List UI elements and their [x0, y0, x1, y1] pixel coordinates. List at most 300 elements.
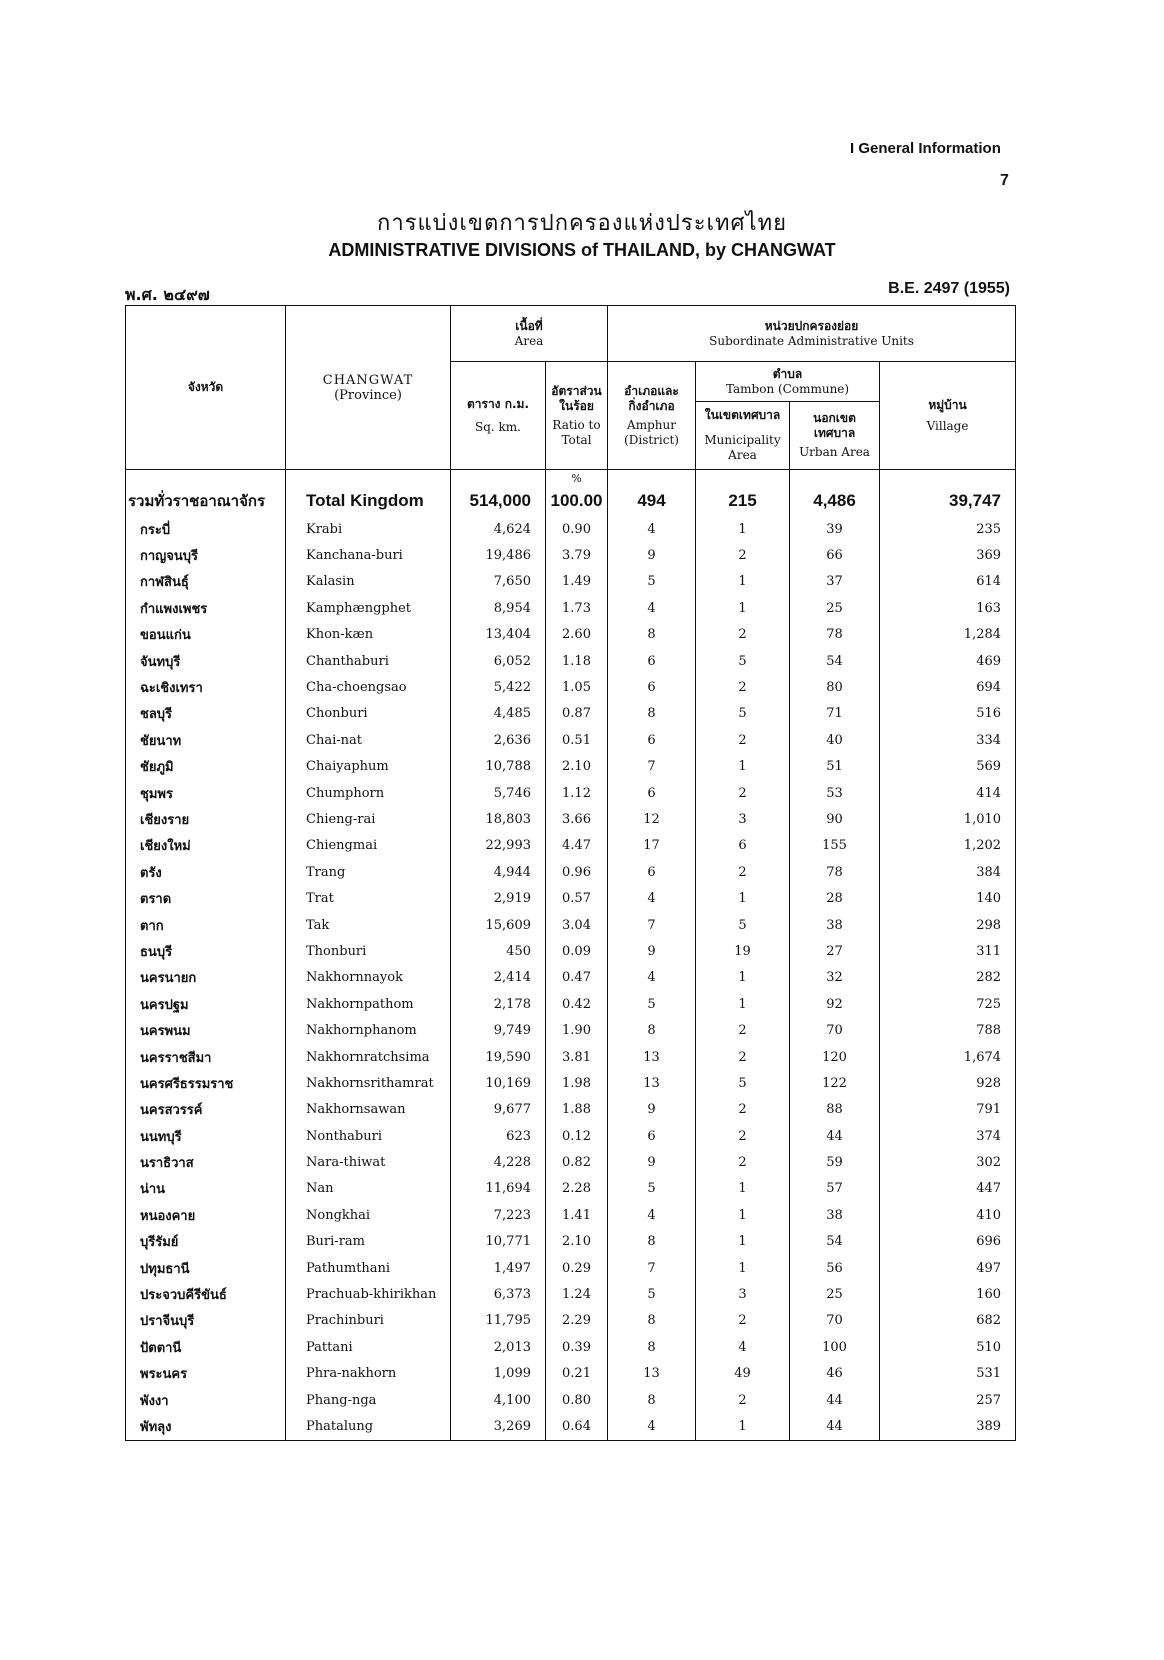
amphur-count: 7	[608, 912, 696, 938]
municipality-count: 2	[696, 1044, 790, 1070]
area-sqkm: 4,944	[451, 859, 546, 885]
amphur-count: 5	[608, 991, 696, 1017]
municipality-count: 1	[696, 1255, 790, 1281]
area-ratio: 3.81	[546, 1044, 608, 1070]
table-row	[126, 701, 1016, 727]
area-ratio: 0.42	[546, 991, 608, 1017]
area-ratio: 1.05	[546, 674, 608, 700]
header-changwat-thai: จังหวัด	[126, 306, 286, 470]
province-thai: กระบี่	[126, 516, 286, 542]
area-ratio: 2.28	[546, 1176, 608, 1202]
area-ratio: 1.24	[546, 1281, 608, 1307]
area-ratio: 2.29	[546, 1308, 608, 1334]
urban-count: 44	[790, 1123, 880, 1149]
area-ratio: 0.57	[546, 885, 608, 911]
amphur-count: 6	[608, 859, 696, 885]
municipality-count: 6	[696, 833, 790, 859]
amphur-count: 8	[608, 1229, 696, 1255]
area-sqkm: 1,497	[451, 1255, 546, 1281]
amphur-count: 6	[608, 1123, 696, 1149]
province-en: Chanthaburi	[286, 648, 451, 674]
urban-count: 92	[790, 991, 880, 1017]
province-thai: กาฬสินธุ์	[126, 569, 286, 595]
province-en: Nakhornnayok	[286, 965, 451, 991]
province-thai: พัทลุง	[126, 1413, 286, 1440]
urban-count: 66	[790, 542, 880, 568]
urban-count: 122	[790, 1070, 880, 1096]
area-ratio: 0.87	[546, 701, 608, 727]
municipality-count: 2	[696, 1017, 790, 1043]
table-row	[126, 648, 1016, 674]
urban-count: 80	[790, 674, 880, 700]
total-ratio: 100.00	[546, 486, 608, 516]
province-thai: ปัตตานี	[126, 1334, 286, 1360]
village-count: 682	[880, 1308, 1016, 1334]
unit-row	[126, 470, 1016, 487]
table-row	[126, 806, 1016, 832]
province-en: Trat	[286, 885, 451, 911]
urban-count: 54	[790, 1229, 880, 1255]
area-sqkm: 19,590	[451, 1044, 546, 1070]
village-count: 298	[880, 912, 1016, 938]
area-ratio: 0.21	[546, 1361, 608, 1387]
province-thai: เชียงราย	[126, 806, 286, 832]
table-row	[126, 1123, 1016, 1149]
amphur-count: 13	[608, 1070, 696, 1096]
amphur-count: 4	[608, 965, 696, 991]
area-sqkm: 2,178	[451, 991, 546, 1017]
amphur-count: 4	[608, 1413, 696, 1440]
province-thai: พระนคร	[126, 1361, 286, 1387]
area-sqkm: 4,624	[451, 516, 546, 542]
table-row	[126, 595, 1016, 621]
header-tambon: ตำบล Tambon (Commune)	[696, 362, 880, 402]
table-row	[126, 1361, 1016, 1387]
municipality-count: 5	[696, 701, 790, 727]
municipality-count: 1	[696, 965, 790, 991]
total-thai: รวมทั่วราชอาณาจักร	[126, 486, 286, 516]
village-count: 1,010	[880, 806, 1016, 832]
table-row	[126, 674, 1016, 700]
urban-count: 25	[790, 1281, 880, 1307]
amphur-count: 8	[608, 701, 696, 727]
area-sqkm: 9,749	[451, 1017, 546, 1043]
header-area: เนื้อที่ Area	[451, 306, 608, 362]
province-thai: หนองคาย	[126, 1202, 286, 1228]
village-count: 725	[880, 991, 1016, 1017]
area-sqkm: 450	[451, 938, 546, 964]
amphur-count: 8	[608, 1334, 696, 1360]
header-urban: นอกเขต เทศบาล Urban Area	[790, 402, 880, 470]
village-count: 384	[880, 859, 1016, 885]
province-en: Nongkhai	[286, 1202, 451, 1228]
urban-count: 100	[790, 1334, 880, 1360]
table-row	[126, 833, 1016, 859]
province-en: Pathumthani	[286, 1255, 451, 1281]
municipality-count: 19	[696, 938, 790, 964]
province-thai: ชัยภูมิ	[126, 754, 286, 780]
area-sqkm: 4,228	[451, 1149, 546, 1175]
province-thai: นราธิวาส	[126, 1149, 286, 1175]
table-row	[126, 1017, 1016, 1043]
province-en: Phatalung	[286, 1413, 451, 1440]
urban-count: 37	[790, 569, 880, 595]
table-row	[126, 938, 1016, 964]
area-sqkm: 3,269	[451, 1413, 546, 1440]
area-sqkm: 22,993	[451, 833, 546, 859]
area-sqkm: 9,677	[451, 1097, 546, 1123]
municipality-count: 1	[696, 1176, 790, 1202]
municipality-count: 2	[696, 780, 790, 806]
area-ratio: 1.12	[546, 780, 608, 806]
municipality-count: 2	[696, 1387, 790, 1413]
area-sqkm: 10,771	[451, 1229, 546, 1255]
urban-count: 54	[790, 648, 880, 674]
province-thai: เชียงใหม่	[126, 833, 286, 859]
village-count: 302	[880, 1149, 1016, 1175]
urban-count: 56	[790, 1255, 880, 1281]
province-en: Nakhornphanom	[286, 1017, 451, 1043]
table-row	[126, 754, 1016, 780]
village-count: 282	[880, 965, 1016, 991]
amphur-count: 6	[608, 727, 696, 753]
village-count: 257	[880, 1387, 1016, 1413]
municipality-count: 2	[696, 727, 790, 753]
amphur-count: 6	[608, 780, 696, 806]
urban-count: 25	[790, 595, 880, 621]
province-en: Nakhornsrithamrat	[286, 1070, 451, 1096]
table-row	[126, 1229, 1016, 1255]
percent-unit: %	[546, 470, 608, 487]
municipality-count: 1	[696, 754, 790, 780]
urban-count: 44	[790, 1387, 880, 1413]
urban-count: 39	[790, 516, 880, 542]
province-thai: นครนายก	[126, 965, 286, 991]
municipality-count: 1	[696, 516, 790, 542]
area-sqkm: 11,795	[451, 1308, 546, 1334]
area-ratio: 2.10	[546, 754, 608, 780]
province-en: Chai-nat	[286, 727, 451, 753]
municipality-count: 1	[696, 569, 790, 595]
urban-count: 46	[790, 1361, 880, 1387]
area-sqkm: 19,486	[451, 542, 546, 568]
province-en: Krabi	[286, 516, 451, 542]
amphur-count: 13	[608, 1361, 696, 1387]
province-thai: นครปฐม	[126, 991, 286, 1017]
village-count: 694	[880, 674, 1016, 700]
province-en: Kalasin	[286, 569, 451, 595]
table-row	[126, 1070, 1016, 1096]
area-ratio: 0.90	[546, 516, 608, 542]
table-row	[126, 727, 1016, 753]
area-ratio: 2.60	[546, 622, 608, 648]
amphur-count: 4	[608, 516, 696, 542]
municipality-count: 1	[696, 1229, 790, 1255]
area-ratio: 0.29	[546, 1255, 608, 1281]
area-sqkm: 2,636	[451, 727, 546, 753]
area-sqkm: 2,919	[451, 885, 546, 911]
province-en: Khon-kæn	[286, 622, 451, 648]
header-village: หมู่บ้าน Village	[880, 362, 1016, 470]
province-thai: ชุมพร	[126, 780, 286, 806]
village-count: 1,674	[880, 1044, 1016, 1070]
table-row	[126, 859, 1016, 885]
village-count: 791	[880, 1097, 1016, 1123]
municipality-count: 1	[696, 595, 790, 621]
area-ratio: 1.18	[546, 648, 608, 674]
area-sqkm: 5,422	[451, 674, 546, 700]
province-en: Nara-thiwat	[286, 1149, 451, 1175]
amphur-count: 8	[608, 1387, 696, 1413]
municipality-count: 5	[696, 648, 790, 674]
province-en: Pattani	[286, 1334, 451, 1360]
page-number: 7	[1000, 172, 1009, 189]
amphur-count: 9	[608, 1097, 696, 1123]
municipality-count: 2	[696, 674, 790, 700]
province-thai: นนทบุรี	[126, 1123, 286, 1149]
province-en: Nakhornpathom	[286, 991, 451, 1017]
province-thai: กำแพงเพชร	[126, 595, 286, 621]
village-count: 311	[880, 938, 1016, 964]
province-thai: ปราจีนบุรี	[126, 1308, 286, 1334]
province-thai: น่าน	[126, 1176, 286, 1202]
province-thai: ฉะเชิงเทรา	[126, 674, 286, 700]
province-en: Phra-nakhorn	[286, 1361, 451, 1387]
header-subordinate-units: หน่วยปกครองย่อย Subordinate Administrative Units	[608, 306, 1016, 362]
urban-count: 59	[790, 1149, 880, 1175]
village-count: 1,202	[880, 833, 1016, 859]
area-ratio: 1.98	[546, 1070, 608, 1096]
province-en: Chiengmai	[286, 833, 451, 859]
province-en: Nakhornsawan	[286, 1097, 451, 1123]
area-sqkm: 6,052	[451, 648, 546, 674]
village-count: 447	[880, 1176, 1016, 1202]
province-thai: ตาก	[126, 912, 286, 938]
header-amphur: อำเภอและ กิ่งอำเภอ Amphur (District)	[608, 362, 696, 470]
amphur-count: 12	[608, 806, 696, 832]
urban-count: 155	[790, 833, 880, 859]
table-row	[126, 885, 1016, 911]
year-english: B.E. 2497 (1955)	[888, 280, 1010, 297]
village-count: 410	[880, 1202, 1016, 1228]
urban-count: 57	[790, 1176, 880, 1202]
table-row	[126, 1413, 1016, 1440]
total-municipality: 215	[696, 486, 790, 516]
municipality-count: 1	[696, 885, 790, 911]
province-thai: ขอนแก่น	[126, 622, 286, 648]
table-row	[126, 1149, 1016, 1175]
area-sqkm: 2,414	[451, 965, 546, 991]
table-row	[126, 991, 1016, 1017]
village-count: 497	[880, 1255, 1016, 1281]
divisions-table	[125, 305, 1016, 1441]
urban-count: 51	[790, 754, 880, 780]
province-thai: ปทุมธานี	[126, 1255, 286, 1281]
area-ratio: 2.10	[546, 1229, 608, 1255]
province-en: Kamphængphet	[286, 595, 451, 621]
urban-count: 40	[790, 727, 880, 753]
area-ratio: 0.96	[546, 859, 608, 885]
total-urban: 4,486	[790, 486, 880, 516]
area-sqkm: 10,788	[451, 754, 546, 780]
province-thai: บุรีรัมย์	[126, 1229, 286, 1255]
table-row	[126, 569, 1016, 595]
amphur-count: 7	[608, 1255, 696, 1281]
total-en: Total Kingdom	[286, 486, 451, 516]
village-count: 569	[880, 754, 1016, 780]
amphur-count: 5	[608, 569, 696, 595]
village-count: 160	[880, 1281, 1016, 1307]
amphur-count: 4	[608, 885, 696, 911]
table-row	[126, 1097, 1016, 1123]
province-thai: ตราด	[126, 885, 286, 911]
province-en: Chonburi	[286, 701, 451, 727]
province-en: Chumphorn	[286, 780, 451, 806]
amphur-count: 6	[608, 674, 696, 700]
area-sqkm: 4,100	[451, 1387, 546, 1413]
area-ratio: 3.04	[546, 912, 608, 938]
province-en: Chaiyaphum	[286, 754, 451, 780]
village-count: 510	[880, 1334, 1016, 1360]
urban-count: 90	[790, 806, 880, 832]
table-row	[126, 1387, 1016, 1413]
table-row	[126, 516, 1016, 542]
province-thai: ตรัง	[126, 859, 286, 885]
amphur-count: 13	[608, 1044, 696, 1070]
area-sqkm: 5,746	[451, 780, 546, 806]
header-sqkm: ตาราง ก.ม. Sq. km.	[451, 362, 546, 470]
table-row	[126, 1176, 1016, 1202]
area-ratio: 0.12	[546, 1123, 608, 1149]
municipality-count: 1	[696, 1413, 790, 1440]
village-count: 163	[880, 595, 1016, 621]
table-row	[126, 542, 1016, 568]
area-ratio: 0.09	[546, 938, 608, 964]
urban-count: 71	[790, 701, 880, 727]
total-row	[126, 486, 1016, 516]
province-thai: พังงา	[126, 1387, 286, 1413]
municipality-count: 2	[696, 622, 790, 648]
area-ratio: 1.41	[546, 1202, 608, 1228]
area-ratio: 1.49	[546, 569, 608, 595]
province-thai: นครสวรรค์	[126, 1097, 286, 1123]
village-count: 928	[880, 1070, 1016, 1096]
municipality-count: 5	[696, 1070, 790, 1096]
area-sqkm: 8,954	[451, 595, 546, 621]
municipality-count: 2	[696, 1097, 790, 1123]
table-row	[126, 1044, 1016, 1070]
province-en: Buri-ram	[286, 1229, 451, 1255]
urban-count: 78	[790, 859, 880, 885]
section-label: I General Information	[850, 140, 1001, 157]
header-ratio: อัตราส่วน ในร้อย Ratio to Total	[546, 362, 608, 470]
title-english: ADMINISTRATIVE DIVISIONS of THAILAND, by CHANGWAT	[328, 240, 836, 260]
province-thai: นครราชสีมา	[126, 1044, 286, 1070]
urban-count: 120	[790, 1044, 880, 1070]
area-sqkm: 18,803	[451, 806, 546, 832]
amphur-count: 8	[608, 1017, 696, 1043]
province-en: Thonburi	[286, 938, 451, 964]
province-thai: นครพนม	[126, 1017, 286, 1043]
area-sqkm: 15,609	[451, 912, 546, 938]
divisions-table-container	[125, 305, 1015, 1441]
header-changwat-en: CHANGWAT (Province)	[286, 306, 451, 470]
municipality-count: 49	[696, 1361, 790, 1387]
amphur-count: 9	[608, 1149, 696, 1175]
amphur-count: 6	[608, 648, 696, 674]
urban-count: 88	[790, 1097, 880, 1123]
province-thai: กาญจนบุรี	[126, 542, 286, 568]
area-sqkm: 10,169	[451, 1070, 546, 1096]
village-count: 374	[880, 1123, 1016, 1149]
area-ratio: 4.47	[546, 833, 608, 859]
area-sqkm: 13,404	[451, 622, 546, 648]
area-sqkm: 4,485	[451, 701, 546, 727]
area-ratio: 1.73	[546, 595, 608, 621]
urban-count: 70	[790, 1308, 880, 1334]
title-thai: การแบ่งเขตการปกครองแห่งประเทศไทย	[377, 211, 787, 236]
amphur-count: 5	[608, 1281, 696, 1307]
municipality-count: 2	[696, 859, 790, 885]
area-sqkm: 1,099	[451, 1361, 546, 1387]
village-count: 1,284	[880, 622, 1016, 648]
year-thai: พ.ศ. ๒๔๙๗	[125, 285, 210, 304]
municipality-count: 2	[696, 1149, 790, 1175]
amphur-count: 17	[608, 833, 696, 859]
province-thai: ชลบุรี	[126, 701, 286, 727]
province-thai: จันทบุรี	[126, 648, 286, 674]
table-row	[126, 1202, 1016, 1228]
area-sqkm: 6,373	[451, 1281, 546, 1307]
province-en: Phang-nga	[286, 1387, 451, 1413]
province-en: Cha-choengsao	[286, 674, 451, 700]
amphur-count: 5	[608, 1176, 696, 1202]
amphur-count: 7	[608, 754, 696, 780]
province-en: Kanchana-buri	[286, 542, 451, 568]
area-ratio: 1.88	[546, 1097, 608, 1123]
area-sqkm: 11,694	[451, 1176, 546, 1202]
village-count: 140	[880, 885, 1016, 911]
area-ratio: 0.39	[546, 1334, 608, 1360]
amphur-count: 4	[608, 1202, 696, 1228]
municipality-count: 2	[696, 1123, 790, 1149]
header-municipality: ในเขตเทศบาล Municipality Area	[696, 402, 790, 470]
area-ratio: 1.90	[546, 1017, 608, 1043]
municipality-count: 3	[696, 1281, 790, 1307]
village-count: 235	[880, 516, 1016, 542]
urban-count: 44	[790, 1413, 880, 1440]
province-thai: ชัยนาท	[126, 727, 286, 753]
area-sqkm: 2,013	[451, 1334, 546, 1360]
village-count: 469	[880, 648, 1016, 674]
area-ratio: 3.79	[546, 542, 608, 568]
municipality-count: 1	[696, 991, 790, 1017]
province-en: Nonthaburi	[286, 1123, 451, 1149]
village-count: 614	[880, 569, 1016, 595]
province-en: Trang	[286, 859, 451, 885]
table-row	[126, 1255, 1016, 1281]
amphur-count: 8	[608, 622, 696, 648]
table-row	[126, 1308, 1016, 1334]
amphur-count: 9	[608, 542, 696, 568]
area-sqkm: 623	[451, 1123, 546, 1149]
urban-count: 32	[790, 965, 880, 991]
table-row	[126, 622, 1016, 648]
province-en: Prachuab-khirikhan	[286, 1281, 451, 1307]
area-ratio: 0.64	[546, 1413, 608, 1440]
municipality-count: 3	[696, 806, 790, 832]
amphur-count: 8	[608, 1308, 696, 1334]
